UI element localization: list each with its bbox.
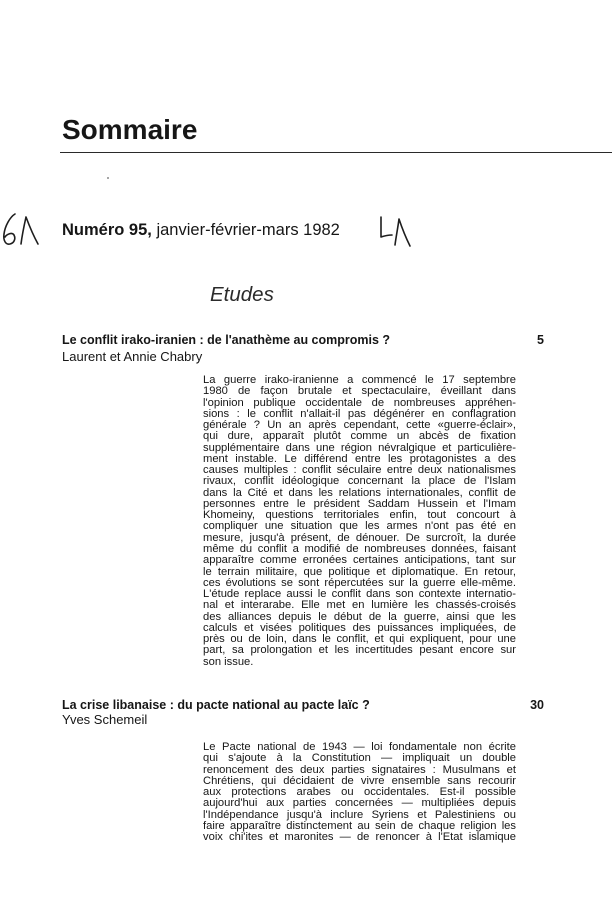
abstract-line: ces évolutions se sont répercutées sur la guerre elle-même.: [203, 576, 516, 589]
section-title: Etudes: [210, 283, 274, 306]
abstract-line: L'étude replace aussi le conflit dans son contexte internatio-: [203, 588, 516, 601]
abstract-line: faire apparaître distinctement au sein de chaque religion les: [203, 819, 516, 832]
handwritten-stroke: [21, 217, 38, 244]
handwritten-mark-left: [0, 208, 44, 250]
abstract-line: l'opinion publique occidentale de nombreuses appréhen-: [203, 396, 516, 409]
handwritten-mark-right: [374, 212, 414, 250]
abstract-line: supplémentaire dans une région névralgique et particulière-: [203, 441, 516, 454]
abstract-line: calculs et visées politiques des puissances impliquées, de: [203, 621, 516, 634]
abstract-line: Khomeiny, questions territoriales enfin, tout concourt à: [203, 509, 516, 522]
title-rule: [60, 152, 612, 153]
abstract-line: aux protections arabes ou occidentales. Est-il possible: [203, 786, 516, 799]
handwritten-stroke: [4, 214, 15, 244]
abstract-line: l'Indépendance jusqu'à inclure Syriens et Palestiniens ou: [203, 808, 516, 821]
abstract-line: près ou de loin, dans le conflit, et qui expliquent, pour une: [203, 633, 516, 646]
abstract-line: Le Pacte national de 1943 — loi fondamentale non écrite: [203, 741, 516, 753]
abstract-line: dans la Cité et dans les relations internationales, conflit de: [203, 486, 516, 499]
article-title: La crise libanaise : du pacte national au pacte laïc ?: [62, 698, 370, 712]
abstract-line: ment instable. Le différend entre les protagonistes a des: [203, 452, 516, 465]
handwritten-stroke: [381, 217, 392, 237]
abstract-line: La guerre irako-iranienne a commencé le 17 septembre: [203, 374, 516, 386]
article-abstract: [203, 375, 516, 668]
abstract-line: son issue.: [203, 655, 254, 668]
article-title: Le conflit irako-iranien : de l'anathème au compromis ?: [62, 333, 391, 347]
abstract-line: sions : le conflit n'allait-il pas dégénérer en conflagration: [203, 407, 516, 420]
abstract-line: renoncement des deux parties signataires : Musulmans et: [203, 763, 516, 776]
abstract-line: 1980 de façon brutale et spectaculaire, éveillant dans: [203, 385, 516, 398]
article-authors: Yves Schemeil: [62, 712, 148, 727]
article-page-number: 30: [530, 698, 544, 712]
abstract-line: des alliances depuis le début de la guerre, ainsi que les: [203, 610, 516, 623]
issue-line: [62, 222, 340, 239]
abstract-line: rivaux, conflit idéologique concernant la place de l'Islam: [203, 475, 516, 488]
issue-number: Numéro 95,: [62, 221, 152, 239]
abstract-line: nal et interarabe. Elle met en lumière les chassés-croisés: [203, 599, 516, 612]
abstract-line: causes multiples : conflit séculaire entre deux nationalismes: [203, 464, 516, 477]
article-page-number: 5: [537, 333, 544, 347]
abstract-line: générale ? Un an après cependant, cette «guerre-éclair»,: [203, 419, 516, 432]
abstract-line: aujourd'hui aux parties concernées — multipliées depuis: [203, 797, 516, 810]
abstract-line: même du conflit a modifié de nombreuses données, faisant: [203, 542, 516, 555]
handwritten-stroke: [395, 219, 410, 246]
abstract-line: le terrain militaire, que politique et diplomatique. En retour,: [203, 565, 516, 578]
abstract-line: part, sa prolongation et les incertitudes pesant encore sur: [203, 644, 516, 657]
abstract-line: compliquer une situation que les armes n'ont pas été en: [203, 520, 516, 533]
abstract-line: Chrétiens, qui décidaient de vivre ensemble sans recourir: [203, 774, 516, 787]
abstract-line: personnes entre le président Saddam Hussein et l'Imam: [203, 497, 516, 510]
scan-speck: [107, 177, 109, 179]
article-abstract: [203, 742, 516, 843]
page-title: Sommaire: [62, 114, 198, 145]
issue-period: janvier-février-mars 1982: [156, 221, 340, 239]
article-authors: Laurent et Annie Chabry: [62, 349, 203, 364]
abstract-line: qui s'ajoute à la Constitution — impliquait un double: [203, 752, 516, 765]
abstract-line: apparaître comme erronées certaines anticipations, tant sur: [203, 554, 516, 567]
abstract-line: voix chi'ites et maronites — de renoncer à l'Etat islamique: [203, 831, 516, 844]
abstract-line: qui dure, apparaît plutôt comme un abcès de fixation: [203, 430, 516, 443]
abstract-line: mesure, jusqu'à présent, de dénouer. De surcroît, la durée: [203, 531, 516, 544]
